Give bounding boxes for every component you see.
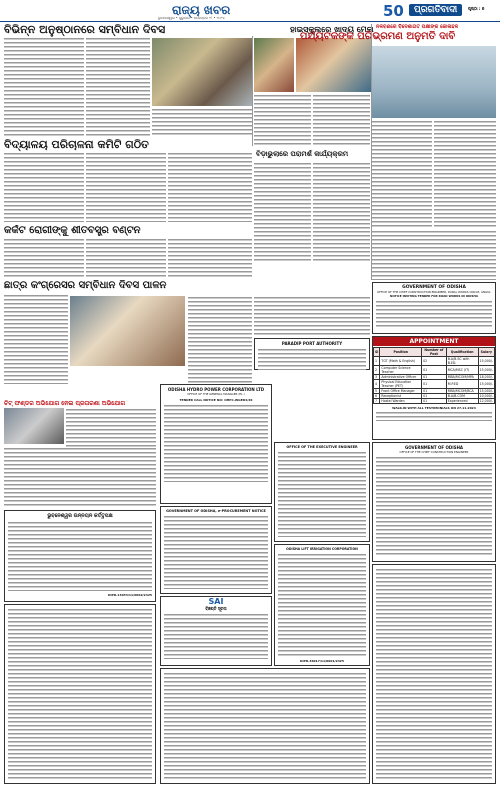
- ad-title: GOVERNMENT OF ODISHA, e-PROCUREMENT NOTICE: [166, 509, 266, 513]
- table-cell: 15,000/-: [478, 380, 494, 389]
- table-cell: 4: [374, 380, 380, 389]
- ad-ohpc-tender: [160, 384, 272, 504]
- table-header: Salary: [478, 348, 494, 357]
- headline-tourist-permission: ପର୍ଯ୍ୟଟକଙ୍କ ପରିଭ୍ରମଣ ଅନୁମତି ଦାବି: [300, 31, 456, 42]
- article-body: [86, 37, 150, 137]
- ad-misc-right: [372, 564, 496, 784]
- table-cell: Computer Science Teacher: [380, 366, 422, 375]
- table-cell: MBA/MCOM/MPA: [446, 375, 478, 380]
- table-cell: Front Office Manager: [380, 389, 422, 394]
- table-cell: 7: [374, 399, 380, 404]
- ad-subtitle: OFFICE OF THE CHIEF CONSTRUCTION ENGINEER: [399, 450, 469, 454]
- table-row: [374, 399, 495, 404]
- ad-executive-engineer: [274, 442, 370, 542]
- article-body: [168, 152, 252, 222]
- article-body: [152, 108, 252, 136]
- ad-appointment: [372, 336, 496, 440]
- table-cell: 02: [422, 357, 447, 366]
- appointment-note: WALK-IN WITH ALL TESTIMONIALS ON 27.11.2024: [392, 406, 476, 410]
- table-cell: Hostel Warden: [380, 399, 422, 404]
- article-body: [254, 296, 370, 336]
- article-photo: [70, 296, 185, 366]
- ad-misc-left: [4, 604, 156, 784]
- kicker-migratory-birds: ନଳବଣରେ ବିଦେଶାଗତ ପକ୍ଷୀଙ୍କ କୋଳାହଳ: [376, 24, 459, 30]
- ad-lift-irrigation: [274, 544, 370, 666]
- table-cell: 1: [374, 357, 380, 366]
- table-row: [374, 380, 495, 389]
- article-body: [372, 120, 432, 228]
- article-body: [66, 408, 156, 448]
- article-body: [254, 162, 311, 262]
- ad-title: PARADIP PORT AUTHORITY: [281, 341, 343, 346]
- table-header: Qualification: [446, 348, 478, 357]
- appointment-table: [373, 347, 495, 404]
- article-body: [4, 37, 84, 137]
- article-body: [434, 120, 496, 228]
- table-cell: 5: [374, 389, 380, 394]
- ad-title: SAI: [208, 597, 224, 606]
- ad-subtitle: OFFICE OF THE CHIEF CONSTRUCTION ENGINEER, RURAL WORKS CIRCLE, ANGUL: [377, 290, 491, 294]
- article-photo: [296, 38, 371, 92]
- headline-counselling: ବିଡ଼ାଭୁଲାରେ ପରାମର୍ଶ କାର୍ଯ୍ୟକ୍ରମ: [256, 150, 349, 158]
- article-body: [254, 94, 311, 146]
- table-cell: Physical Education Teacher (PET): [380, 380, 422, 389]
- ad-title: OFFICE OF THE EXECUTIVE ENGINEER: [286, 445, 358, 449]
- masthead-dateline: ଭୁବନେଶ୍ୱର • ଗୁରୁବାର • ନଭେମ୍ବର ୨୮ • ୨୦୨୪: [158, 16, 225, 20]
- table-cell: B.A/B.SC with B.ED.: [446, 357, 478, 366]
- ad-sai: [160, 596, 272, 666]
- table-cell: 3: [374, 375, 380, 380]
- ad-gov-odisha-tender: [372, 282, 496, 334]
- table-header: Sl: [374, 348, 380, 357]
- article-body: [4, 238, 84, 278]
- table-cell: 01: [422, 399, 447, 404]
- table-cell: MBA/MCOM/BCA: [446, 389, 478, 394]
- table-cell: 15,000/-: [479, 389, 493, 393]
- article-body: [86, 152, 166, 222]
- article-photo: [4, 408, 64, 444]
- table-cell: 01: [422, 366, 447, 375]
- newspaper-name: ପ୍ରଗତିବାଦୀ: [409, 4, 462, 16]
- ad-title: ODISHA HYDRO POWER CORPORATION LTD: [167, 387, 265, 392]
- article-body: [168, 238, 252, 278]
- table-cell: 01: [422, 375, 447, 380]
- article-body: [4, 152, 84, 222]
- masthead-section-title: ରାଜ୍ୟ ଖବର: [172, 3, 231, 17]
- table-cell: Administrative Officer: [380, 375, 422, 380]
- ad-subtitle: ବିଜ୍ଞପ୍ତି ସୂଚନା: [205, 606, 227, 611]
- article-body: [313, 162, 370, 262]
- ad-title: GOVERNMENT OF ODISHA: [404, 445, 464, 450]
- table-cell: 18,000/-: [479, 375, 493, 379]
- ad-misc-middle: [160, 668, 370, 784]
- article-body: [86, 238, 166, 278]
- ad-subtitle: OFFICE OF THE GENERAL MANAGER (EL.): [187, 392, 245, 396]
- table-header: Number of Post: [422, 348, 447, 357]
- ad-gov-eprocurement: [160, 506, 272, 594]
- headline-cancer-patients: କର୍କଟ ରୋଗୀଙ୍କୁ ଶୀତବସ୍ତ୍ର ବଣ୍ଟନ: [4, 225, 141, 236]
- anniversary-number: 50: [383, 2, 404, 20]
- article-body: [4, 294, 68, 384]
- table-cell: B.A/B.COM: [446, 394, 478, 399]
- headline-student-congress: ଛାତ୍ର କଂଗ୍ରେସର ସମ୍ବିଧାନ ଦିବସ ପାଳନ: [4, 280, 167, 291]
- ad-title: ODISHA LIFT IRRIGATION CORPORATION: [286, 547, 358, 551]
- article-body: [4, 447, 156, 507]
- table-cell: 01: [422, 380, 447, 389]
- table-header: Position: [380, 348, 422, 357]
- article-photo: [152, 38, 252, 106]
- table-cell: 12,000/-: [479, 399, 493, 403]
- table-cell: 15,000/-: [478, 357, 494, 366]
- table-cell: 2: [374, 366, 380, 375]
- ad-title: GOVERNMENT OF ODISHA: [402, 285, 466, 290]
- article-body: [188, 296, 252, 386]
- ad-chief-construction: [372, 442, 496, 562]
- appointment-title: APPOINTMENT: [373, 337, 495, 346]
- ad-enquiry: NOTICE INVITING TENDER FOR ROAD WORKS IN ODISHA: [390, 294, 478, 298]
- bird-photo: [372, 46, 496, 118]
- ad-title: ଭୁବନେଶ୍ୱର ଉନ୍ନୟନ କର୍ତ୍ତୃପକ୍ଷ: [47, 513, 113, 519]
- dipr-number: DIPR-13033/11/0002/2425: [108, 593, 152, 597]
- masthead: [0, 0, 500, 22]
- page-number: ପୃଷ୍ଠା : ୭: [468, 6, 485, 11]
- ad-notice: TENDER CALL NOTICE NO: OHPC-WGED4/26: [179, 398, 253, 402]
- table-cell: TGT (Math & English): [380, 357, 422, 366]
- anniversary-logo: [383, 1, 404, 20]
- table-row: [374, 366, 495, 375]
- table-cell: MCA/MSC (IT): [446, 366, 478, 375]
- table-cell: 01: [422, 389, 447, 394]
- headline-school-committee: ବିଦ୍ୟାଳୟ ପରିଚାଳନା କମିଟି ଗଠିତ: [4, 138, 149, 151]
- table-cell: 10,000/-: [479, 394, 493, 398]
- table-cell: 01: [422, 394, 447, 399]
- ad-paradip-port: [254, 338, 370, 370]
- headline-food-fair: ହାଇସ୍କୁଲରେ ଖାଦ୍ୟ ମେଳା: [290, 25, 374, 34]
- article-photo: [254, 38, 294, 92]
- dipr-number: DIPR-36017/11/0001/2425: [300, 659, 344, 663]
- table-cell: M.P.ED: [446, 380, 478, 389]
- headline-chit-fund: ଚିଟ୍ ଫଣ୍ଡର ଅଭିଯୋଗ ନେଇ ପ୍ରତାରଣା ଅଭିଯୋଗ: [4, 400, 126, 407]
- table-row: [374, 357, 495, 366]
- article-body: [372, 230, 496, 280]
- article-body: [313, 94, 370, 146]
- table-cell: Receptionist: [380, 394, 422, 399]
- table-cell: Experienced: [446, 399, 478, 404]
- ad-bbsr-development: [4, 510, 156, 602]
- headline-samvidhan-divas: ବିଭିନ୍ନ ଅନୁଷ୍ଠାନରେ ସମ୍ବିଧାନ ଦିବସ: [4, 23, 166, 36]
- table-cell: 6: [374, 394, 380, 399]
- table-cell: 15,000/-: [478, 366, 494, 375]
